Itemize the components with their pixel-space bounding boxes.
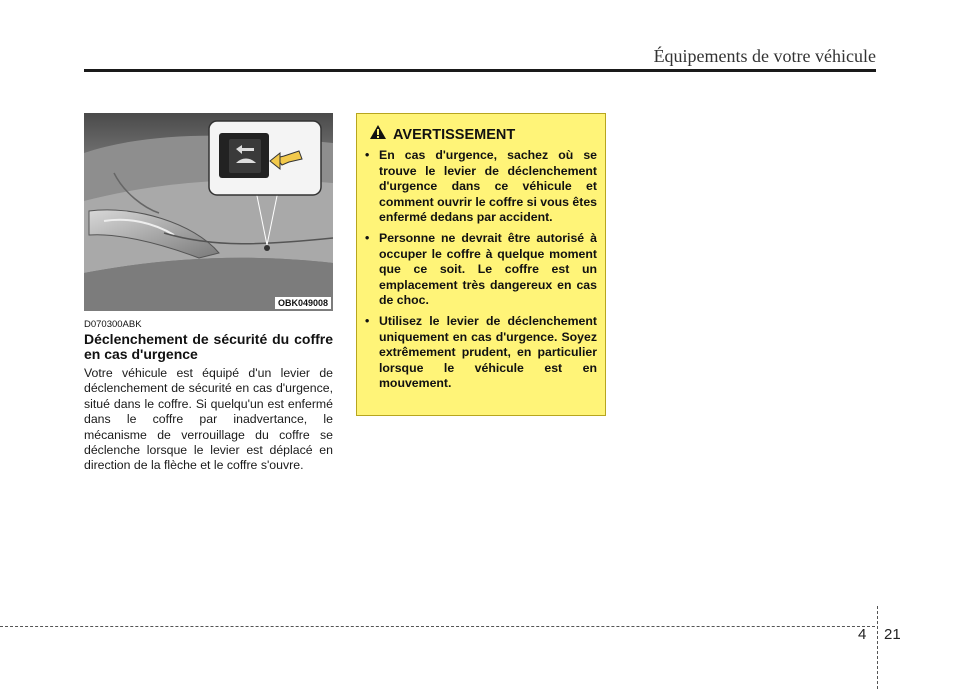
warning-header xyxy=(369,124,515,145)
bullet: • xyxy=(365,148,370,162)
section-body: Votre véhicule est équipé d'un levier de déclenchement de sécurité en cas d'urgence, situé dans le coffre. Si quelqu'un est enfermé dans le coffre par inadvertance, le mécanisme de verrouillage du coffre se déclenche lorsque le levier est déplacé en direction de la flèche et le coffre s'ouvre. xyxy=(84,366,333,473)
section-title: Déclenchement de sécurité du coffre en cas d'urgence xyxy=(84,331,333,362)
warning-item-text: Utilisez le levier de déclenchement uniquement en cas d'urgence. Soyez extrêmement prudent, en particulier lorsque le véhicule est en mouvement. xyxy=(379,313,597,391)
warning-triangle-icon xyxy=(369,124,387,145)
section-code: D070300ABK xyxy=(84,319,142,330)
bullet: • xyxy=(365,313,370,328)
warning-item xyxy=(365,231,597,309)
footer-rule xyxy=(0,626,875,627)
page-number-separator xyxy=(877,606,878,689)
figure-caption: OBK049008 xyxy=(275,297,331,309)
trunk-release-lever-illustration xyxy=(84,113,333,311)
warning-item-text: En cas d'urgence, sachez où se trouve le levier de déclenchement d'urgence dans ce véhicule et comment ouvrir le coffre si vous êtes enfermé dedans par accident. xyxy=(379,148,597,225)
page-number: 21 xyxy=(884,626,901,643)
warning-item-text: Personne ne devrait être autorisé à occuper le coffre à quelque moment que ce soit. Le coffre est un emplacement très dangereux en cas de choc. xyxy=(379,230,597,308)
bullet: • xyxy=(365,230,370,245)
chapter-number: 4 xyxy=(858,626,867,643)
warning-item xyxy=(365,314,597,392)
header-rule xyxy=(84,69,876,72)
trunk-illustration xyxy=(84,113,333,311)
warning-list xyxy=(365,148,597,397)
warning-title: AVERTISSEMENT xyxy=(393,126,516,143)
warning-item xyxy=(365,148,597,226)
header-title: Équipements de votre véhicule xyxy=(653,46,876,66)
warning-box xyxy=(356,113,606,416)
